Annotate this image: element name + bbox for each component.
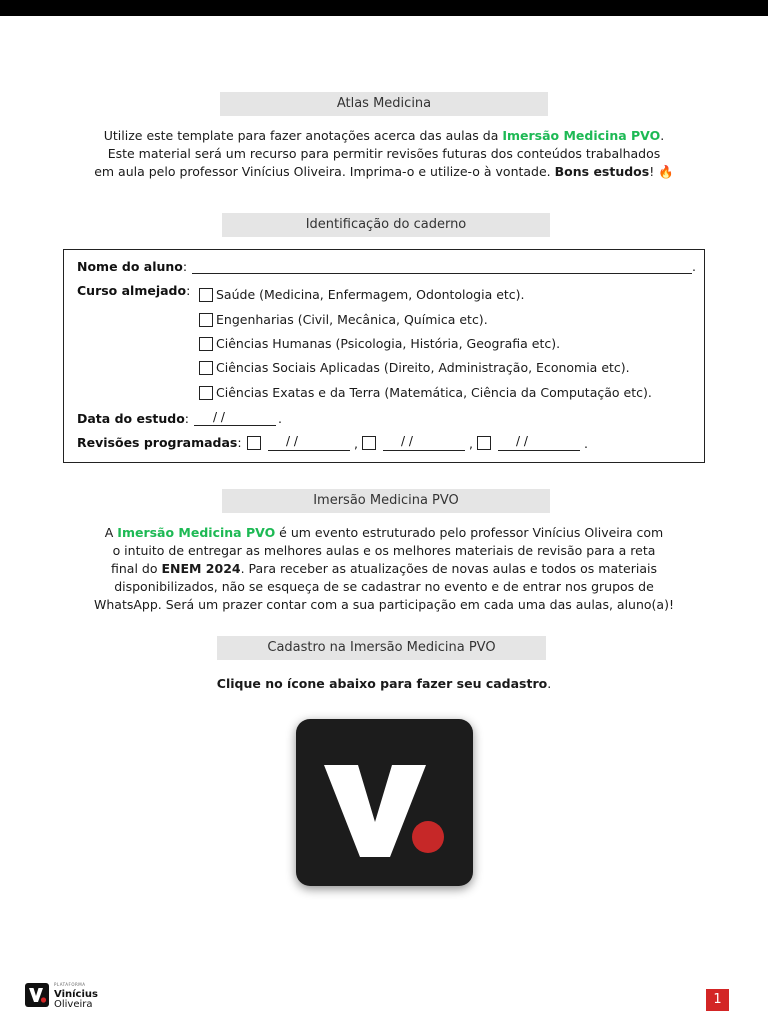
section-title-identification: Identificação do caderno [222, 213, 550, 237]
name-label: Nome do aluno: [77, 259, 188, 274]
section-title-imersao: Imersão Medicina PVO [222, 489, 550, 513]
fire-icon: 🔥 [658, 164, 674, 179]
top-bar [0, 0, 768, 16]
checkbox[interactable] [199, 361, 213, 375]
date-label: Data do estudo: [77, 411, 190, 426]
name-field[interactable] [192, 259, 692, 274]
page-number: 1 [706, 989, 729, 1011]
checkbox[interactable] [199, 337, 213, 351]
checkbox[interactable] [199, 288, 213, 302]
date-field[interactable] [194, 411, 276, 426]
review-1-date[interactable] [268, 436, 350, 451]
checkbox[interactable] [199, 313, 213, 327]
footer-brand-surname: Oliveira [54, 999, 93, 1010]
v-logo-icon [25, 983, 49, 1007]
section-title-cadastro: Cadastro na Imersão Medicina PVO [217, 636, 546, 660]
about-paragraph: A Imersão Medicina PVO é um evento estruturado pelo professor Vinícius Oliveira com o intuito de entregar as melhores aulas e os melhores materiais de revisão para a reta final do ENEM 2024. Para receber as atualizações de novas aulas e todos os materiais disponibilizados, não se esqueça de se cadastrar no evento e de entrar nos grupos de WhatsApp. Será um prazer contar com a sua participação em cada uma das aulas, aluno(a)! [94, 525, 674, 612]
review-2-checkbox[interactable] [362, 436, 376, 450]
footer-brand-small: PLATAFORMA [54, 982, 86, 987]
brand-highlight: Imersão Medicina PVO [502, 128, 661, 143]
course-option-saude[interactable]: Saúde (Medicina, Enfermagem, Odontologia etc). [199, 287, 525, 302]
footer-brand-logo [25, 980, 98, 1010]
course-option-exatas[interactable]: Ciências Exatas e da Terra (Matemática, Ciência da Computação etc). [199, 385, 652, 400]
v-logo-icon [296, 719, 473, 886]
course-option-sociais[interactable]: Ciências Sociais Aplicadas (Direito, Administração, Economia etc). [199, 360, 630, 375]
reviews-label: Revisões programadas: [77, 435, 242, 450]
signup-app-icon[interactable] [296, 719, 473, 886]
course-option-engenharias[interactable]: Engenharias (Civil, Mecânica, Química etc). [199, 312, 488, 327]
course-option-humanas[interactable]: Ciências Humanas (Psicologia, História, Geografia etc). [199, 336, 560, 351]
review-2-date[interactable] [383, 436, 465, 451]
brand-highlight: Imersão Medicina PVO [117, 525, 276, 540]
course-label: Curso almejado: [77, 283, 191, 298]
review-1-checkbox[interactable] [247, 436, 261, 450]
footer-brand-name: Vinícius [54, 989, 98, 1000]
review-3-checkbox[interactable] [477, 436, 491, 450]
intro-paragraph: Utilize este template para fazer anotações acerca das aulas da Imersão Medicina PVO. Este material será um recurso para permitir revisões futuras dos conteúdos trabalhados em aula pelo professor Vinícius Oliveira. Imprima-o e utilize-o à vontade. Bons estudos! 🔥 [94, 128, 674, 179]
cta-text: Clique no ícone abaixo para fazer seu cadastro. [216, 676, 552, 691]
section-title-atlas: Atlas Medicina [220, 92, 548, 116]
review-3-date[interactable] [498, 436, 580, 451]
checkbox[interactable] [199, 386, 213, 400]
identification-form: Nome do aluno: . Curso almejado: Saúde (Medicina, Enfermagem, Odontologia etc). Engenharias (Civil, Mecânica, Química etc). Ciências Humanas (Psicologia, História, Geografia etc). Ciências Sociais Aplicadas (Direito, Administração, Economia etc). Ciências Exatas e da Terra (Matemática, Ciência da Computação etc). Data do estudo: / / . Revisões programadas: / / , / / , / / . [63, 249, 705, 463]
